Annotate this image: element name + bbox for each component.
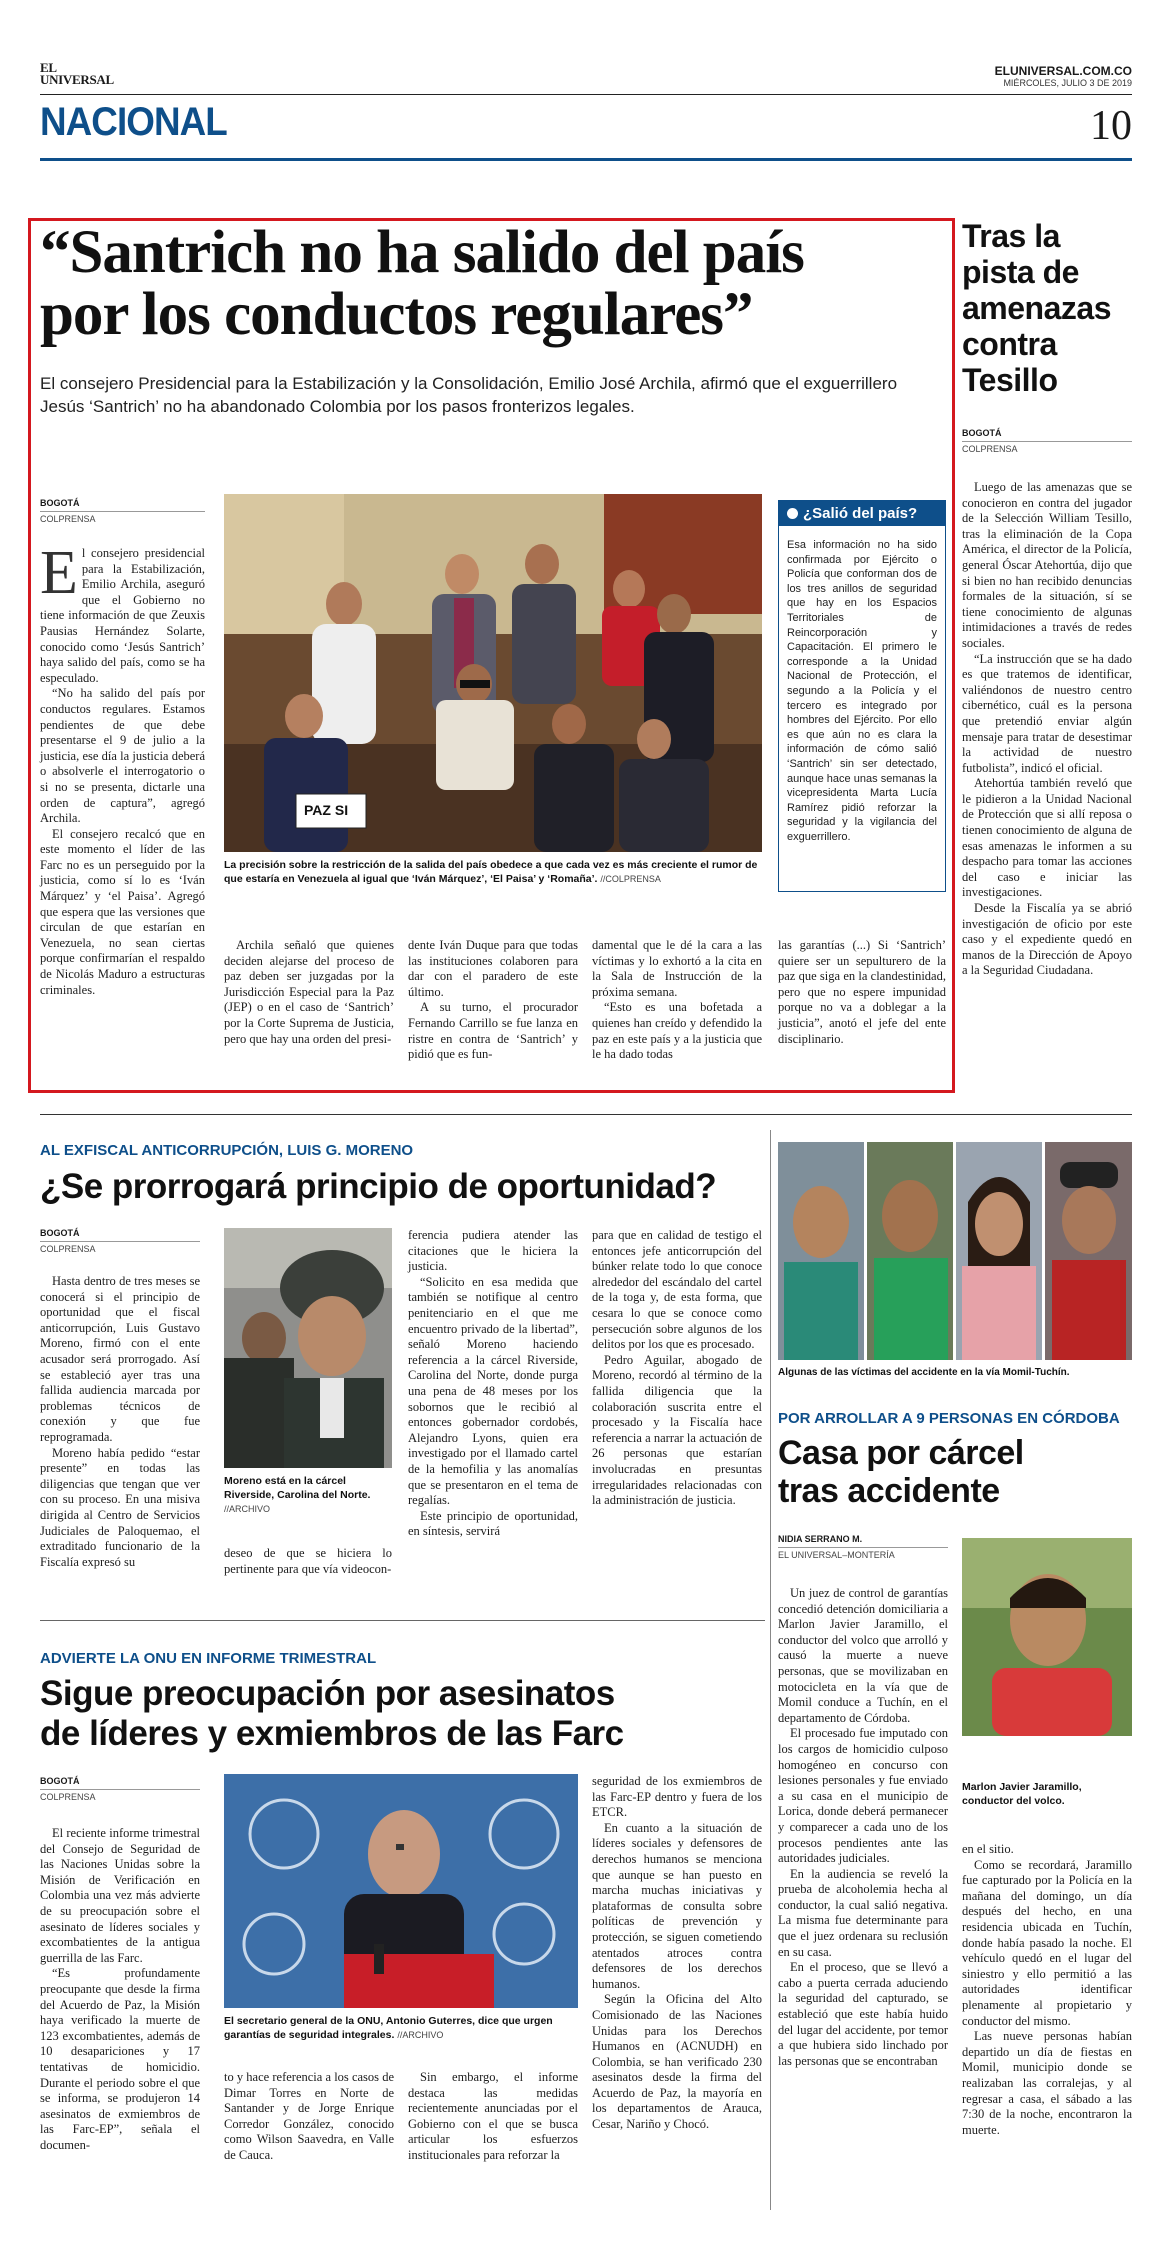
main-column-4: damental que le dé la cara a las víctimas y lo exhortó a la cita en la Sala de Instrucción de la próxima semana. “Esto es una bofetada a quienes han creído y defendido la paz en este país y a la justicia que le ha dado todas bbox=[592, 938, 762, 1062]
moreno-kicker: AL EXFISCAL ANTICORRUPCIÓN, LUIS G. MORENO bbox=[40, 1142, 414, 1159]
dropcap: E bbox=[40, 539, 78, 607]
main-photo-caption: La precisión sobre la restricción de la salida del país obedece a que cada vez es más creciente el rumor de que estaría en Venezuela al igual que ‘Iván Márquez’, ‘El Paisa’ y ‘Romaña’. //COLPRENSA bbox=[224, 859, 758, 885]
page-number: 10 bbox=[1090, 103, 1132, 149]
tesillo-headline: Tras la pista de amenazas contra Tesillo bbox=[962, 218, 1111, 398]
column-divider bbox=[770, 1130, 771, 2210]
driver-photo-illustration bbox=[962, 1538, 1132, 1736]
onu-headline: Sigue preocupación por asesinatos de líderes y exmiembros de las Farc bbox=[40, 1674, 624, 1753]
moreno-photo-illustration bbox=[224, 1228, 392, 1468]
section-title: NACIONAL bbox=[40, 100, 227, 144]
moreno-divider bbox=[40, 1620, 765, 1621]
section-divider bbox=[40, 1114, 1132, 1115]
onu-column-4: seguridad de los exmiembros de las Farc-EP dentro y fuera de los ETCR. En cuanto a la situación de líderes sociales y defensores de derechos humanos se menciona que aunque se han puesto en marcha muchas iniciativas y plataformas de consulta sobre políticas de prevención y protección, se siguen cometiendo atentados atroces contra defensores de los derechos humanos. Según la Oficina del Alto Comisionado de las Naciones Unidas para los Derechos Humanos en (ACNUDH) en Colombia, se han verificado 230 asesinatos desde la firma del Acuerdo de Paz, la mayoría en los departamentos de Arauca, Cesar, Nariño y Chocó. bbox=[592, 1774, 762, 2132]
cordoba-column-2: en el sitio. Como se recordará, Jaramillo fue capturado por la Policía en la mañana del domingo, un día después del hecho, en una residencia ubicada en Tuchín, donde había pasado la noche. El vehículo quedó en el lugar del siniestro y ello permitió a las autoridades identificar plenamente al propietario y conductor del mismo. Las nueve personas habían departido un día de fiestas en Momil, municipio donde se realizaban las corralejas, y al regresar a casa, el sábado a las 7:30 de la noche, encontraron la muerte. bbox=[962, 1842, 1132, 2137]
tesillo-byline: BOGOTÁ COLPRENSA bbox=[962, 428, 1132, 455]
victims-photo-illustration bbox=[778, 1142, 1132, 1360]
issue-date: MIÉRCOLES, JULIO 3 DE 2019 bbox=[1003, 78, 1132, 88]
section-rule bbox=[40, 158, 1132, 161]
congress-photo-illustration bbox=[224, 494, 762, 852]
masthead-rule bbox=[40, 94, 1132, 95]
moreno-column-4: para que en calidad de testigo el entonces jefe anticorrupción del búnker relate todo lo que conoce alrededor del escándalo del cartel de la toga y, de esta forma, que cesara lo que se conoce como persecución sobre algunos de los delitos por los que es procesado. Pedro Aguilar, abogado de Moreno, recordó al término de la fallida diligencia que la colaboración suscrita entre el procesado y la Fiscalía hace referencia a narrar la actuación de 26 personas que estarían involucradas en presuntas irregularidades relacionadas con la administración de justicia. bbox=[592, 1228, 762, 1508]
moreno-byline: BOGOTÁ COLPRENSA bbox=[40, 1228, 200, 1255]
moreno-column-2: deseo de que se hiciera lo pertinente para que vía videocon- bbox=[224, 1546, 392, 1576]
onu-photo bbox=[224, 1774, 578, 2008]
sidebar-salio-del-pais bbox=[778, 500, 946, 892]
main-photo bbox=[224, 494, 762, 852]
victims-photo bbox=[778, 1142, 1132, 1360]
tesillo-body: Luego de las amenazas que se conocieron en contra del jugador de la Selección William Tesillo, tras la eliminación de la Copa América, el director de la Policía, general Óscar Atehortúa, dijo que si bien no han recibido denuncias formales de la situación, sí se tiene conocimiento de algunas intimidaciones a través de redes sociales. “La instrucción que se ha dado es que tratemos de identificar, valiéndonos de nuestro centro cibernético, cuál es la persona que pretendió enviar algún mensaje para tratar de desestimar la actividad de nuestro futbolista”, indicó el oficial. Atehortúa también reveló que le pidieron a la Unidad Nacional de Protección que si allí reposa o tienen conocimiento de alguna de esas amenazas le informen a su despacho para tomar las acciones del caso e iniciar las investigaciones. Desde la Fiscalía ya se abrió investigación de oficio por este caso y el expediente quedó en manos de la Dirección de Apoyo a la Seguridad Ciudadana. bbox=[962, 480, 1132, 978]
cordoba-byline: NIDIA SERRANO M. EL UNIVERSAL–MONTERÍA bbox=[778, 1534, 948, 1561]
site-url: ELUNIVERSAL.COM.CO bbox=[994, 64, 1132, 78]
main-lede: El consejero Presidencial para la Estabilización y la Consolidación, Emilio José Archila, afirmó que el exguerrillero Jesús ‘Santrich’ no ha abandonado Colombia por los pasos fronterizos legales. bbox=[40, 374, 898, 416]
driver-photo bbox=[962, 1538, 1132, 1736]
moreno-photo-caption: Moreno está en la cárcel Riverside, Carolina del Norte. //ARCHIVO bbox=[224, 1475, 371, 1514]
driver-photo-caption: Marlon Javier Jaramillo, conductor del volco. bbox=[962, 1781, 1082, 1807]
main-column-3: dente Iván Duque para que todas las instituciones colaboren para dar con el paradero de este último. A su turno, el procurador Fernando Carrillo se fue lanza en ristre en contra de ‘Santrich’ y pidió que es fun- bbox=[408, 938, 578, 1062]
guterres-photo-illustration bbox=[224, 1774, 578, 2008]
bullet-icon bbox=[787, 508, 798, 519]
cordoba-headline: Casa por cárcel tras accidente bbox=[778, 1434, 1024, 1510]
onu-kicker: ADVIERTE LA ONU EN INFORME TRIMESTRAL bbox=[40, 1650, 377, 1667]
moreno-photo bbox=[224, 1228, 392, 1468]
sidebar-title: ¿Salió del país? bbox=[779, 501, 945, 526]
main-column-5: las garantías (...) Si ‘Santrich’ quiere ser un sepulturero de la paz que siga en la clandestinidad, pero que no espere impunidad porque no va a doblegar a la justicia”, anotó el jefe del ente disciplinario. bbox=[778, 938, 946, 1046]
main-column-2: Archila señaló que quienes deciden alejarse del proceso de paz deben ser juzgadas por la Jurisdicción Especial para la Paz (JEP) o en el caso de ‘Santrich’ por la Corte Suprema de Justicia, pero que hay una orden del presi- bbox=[224, 938, 394, 1046]
newspaper-logo: EL UNIVERSAL bbox=[40, 60, 114, 87]
main-byline: BOGOTÁ COLPRENSA bbox=[40, 498, 205, 525]
onu-byline: BOGOTÁ COLPRENSA bbox=[40, 1776, 200, 1803]
onu-column-1: El reciente informe trimestral del Consejo de Seguridad de las Naciones Unidas sobre la Misión de Verificación en Colombia una vez más advierte de su preocupación sobre el asesinato de líderes sociales y excombatientes de la antigua guerrilla de las Farc. “Es profundamente preocupante que desde la firma del Acuerdo de Paz, la Misión haya verificado la muerte de 123 excombatientes, además de 10 desapariciones y 17 tentativas de homicidio. Durante el periodo sobre el que se informa, se produjeron 14 asesinatos de exmiembros de las Farc-EP”, señala el documen- bbox=[40, 1826, 200, 2152]
cordoba-column-1: Un juez de control de garantías concedió detención domiciliaria a Marlon Javier Jaramillo, el conductor del volco que arrolló y causó la muerte a nueve personas, que se movilizaban en motocicleta en la vía que de Momil conduce a Tuchín, en el departamento de Córdoba. El procesado fue imputado con los cargos de homicidio culposo homogéneo en concurso con lesiones personales y fue enviado a su casa en el municipio de Lorica, donde deberá permanecer y comparecer a cada uno de los procesos pendientes ante las autoridades judiciales. En la audiencia se reveló la prueba de alcoholemia hecha al conductor, la cual salió negativa. La misma fue determinante para que el juez ordenara su reclusión en su casa. En el proceso, que se llevó a cabo a puerta cerrada aduciendo la seguridad del capturado, se estableció que este había huido del lugar del accidente, por temor a que hubiera sido linchado por las personas que se encontraban bbox=[778, 1586, 948, 2068]
onu-column-2: to y hace referencia a los casos de Dimar Torres en Norte de Santander y de Jorge Enrique Corredor González, conocido como Wilson Saavedra, en Valle de Cauca. bbox=[224, 2070, 394, 2162]
photo-sign-text: PAZ SI bbox=[304, 802, 349, 818]
victims-photo-caption: Algunas de las víctimas del accidente en la vía Momil-Tuchín. bbox=[778, 1367, 1070, 1378]
moreno-column-3: ferencia pudiera atender las citaciones que le hiciera la justicia. “Solicito en esa medida que también se notifique al centro penitenciario en el que me encuentro privado de la libertad”, señaló Moreno haciendo referencia a la cárcel Riverside, Carolina del Norte, donde purga una pena de 48 meses por los sobornos que le recibió al entonces gobernador cordobés, Alejandro Lyons, quien era investigado por el llamado cartel de la hemofilia y las anomalías que se presentaron en el tema de regalías. Este principio de oportunidad, en síntesis, servirá bbox=[408, 1228, 578, 1539]
main-column-1: El consejero presidencial para la Estabilización, Emilio Archila, aseguró que el Gobierno no tiene información de que Zeuxis Pausias Hernández Solarte, conocido como ‘Jesús Santrich’ haya salido del país, como se ha especulado. “No ha salido del país por conductos regulares. Estamos pendientes de que debe presentarse el 9 de julio a la justicia, ese día la justicia deberá o absolverle el interrogatorio o si no se presenta, dictarle una orden de captura”, agregó Archila. El consejero recalcó que en este momento el líder de las Farc no es un perseguido por la justicia, como sí lo es ‘Iván Márquez’ y ‘el Paisa’. Agregó que espera que las versiones que circulan de que estarían en Venezuela, no sean ciertas porque confirmarían el respaldo de Nicolás Maduro a estructuras criminales. bbox=[40, 539, 205, 997]
sidebar-text: Esa información no ha sido confirmada por Ejército o Policía que conforman dos de los tres anillos de seguridad que hay en los Espacios Territoriales de Reincorporación y Capacitación. El primero le corresponde a la Unidad Nacional de Protección, el segundo a la Policía y el tercero es integrado por hombres del Ejército. Por ello es que aún no es clara la información de cómo salió ‘Santrich’ sin ser detectado, aunque hace unas semanas la vicepresidenta Marta Lucía Ramírez pidió reforzar la seguridad y la vigilancia del exguerrillero. bbox=[787, 539, 937, 843]
onu-column-3: Sin embargo, el informe destaca las medidas recientemente anunciadas por el Gobierno con el que se busca articular los esfuerzos institucionales para reforzar la bbox=[408, 2070, 578, 2162]
moreno-headline: ¿Se prorrogará principio de oportunidad? bbox=[40, 1167, 717, 1206]
cordoba-kicker: POR ARROLLAR A 9 PERSONAS EN CÓRDOBA bbox=[778, 1410, 1120, 1427]
moreno-column-1: Hasta dentro de tres meses se conocerá si el principio de oportunidad que el fiscal anticorrupción, Luis Gustavo Moreno, firmó con el ente acusador será prorrogado. Así se estableció ayer tras una fallida audiencia marcada por problemas técnicos de conexión y que fue reprogramada. Moreno había pedido “estar presente” en todas las diligencias que tengan que ver con su proceso. En una misiva dirigida al Centro de Servicios Judiciales de Paloquemao, el extraditado funcionario de la Fiscalía expresó su bbox=[40, 1274, 200, 1569]
main-headline: “Santrich no ha salido del país por los conductos regulares” bbox=[40, 219, 804, 348]
onu-photo-caption: El secretario general de la ONU, Antonio Guterres, dice que urgen garantías de seguridad integrales. //ARCHIVO bbox=[224, 2015, 553, 2041]
